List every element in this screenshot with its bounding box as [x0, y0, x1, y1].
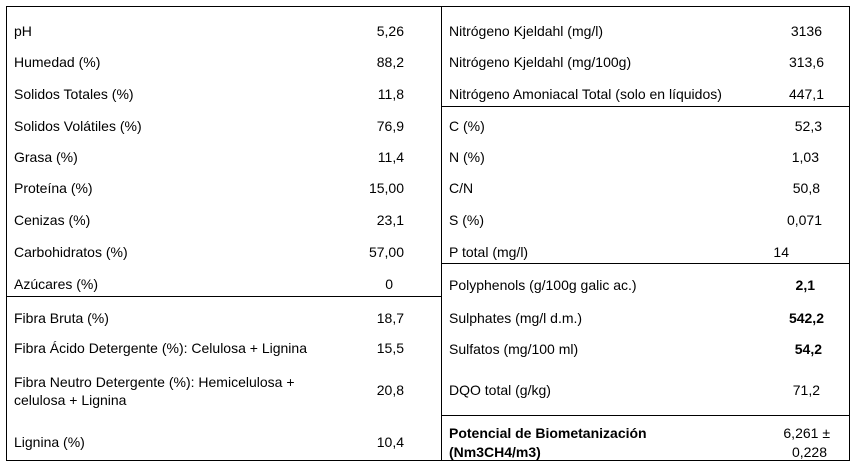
row-value: 1,03: [791, 149, 819, 165]
row-value: 14: [773, 244, 789, 260]
row-label: Polyphenols (g/100g galic ac.): [449, 277, 637, 293]
row-value-line-2: 0,228: [791, 444, 827, 460]
row-label: Fibra Bruta (%): [14, 310, 109, 326]
table-row: [0, 425, 830, 461]
row-value: 10,4: [376, 434, 404, 450]
row-value: 447,1: [788, 86, 824, 102]
row-value: 20,8: [376, 382, 404, 398]
row-value-line-1: 6,261 ±: [783, 425, 830, 441]
row-label: Grasa (%): [14, 149, 78, 165]
row-label: Solidos Totales (%): [14, 86, 134, 102]
row-label: Proteína (%): [14, 180, 93, 196]
row-value: 23,1: [376, 212, 404, 228]
row-value: 2,1: [795, 277, 815, 293]
row-value: 18,7: [376, 310, 404, 326]
row-label: Lignina (%): [14, 434, 85, 450]
row-label: Nitrógeno Kjeldahl (mg/l): [449, 23, 604, 39]
row-label: Sulfatos (mg/100 ml): [449, 341, 579, 357]
row-label: P total (mg/l): [449, 244, 529, 260]
row-value: 0,071: [786, 212, 822, 228]
row-value: 88,2: [376, 54, 404, 70]
row-value: 0: [385, 276, 393, 292]
row-label: Azúcares (%): [14, 276, 99, 292]
row-label: Nitrógeno Amoniacal Total (solo en líquidos): [449, 86, 722, 102]
row-label: Sulphates (mg/l d.m.): [449, 310, 583, 326]
row-value: 15,00: [368, 180, 404, 196]
right-section-divider-1: [441, 106, 850, 107]
row-label-line-2: (Nm3CH4/m3): [449, 444, 541, 460]
row-value: 50,8: [792, 180, 820, 196]
row-value: 57,00: [368, 244, 404, 260]
row-value: 54,2: [794, 341, 822, 357]
row-label: Cenizas (%): [14, 212, 91, 228]
row-label: C/N: [449, 180, 474, 196]
table-border-top: [6, 6, 850, 7]
row-label-line-1: Fibra Neutro Detergente (%): Hemicelulosa +: [14, 374, 295, 390]
column-divider: [441, 6, 442, 461]
row-value: 542,2: [788, 310, 824, 326]
row-label: C (%): [449, 118, 485, 134]
row-label: S (%): [449, 212, 484, 228]
row-value: 11,4: [377, 149, 404, 165]
row-value: 15,5: [376, 340, 404, 356]
row-value: 11,8: [377, 86, 404, 102]
table-row: [0, 374, 404, 410]
row-label: pH: [14, 23, 32, 39]
right-section-divider-3: [441, 415, 850, 416]
left-section-divider: [6, 296, 442, 297]
row-label-line-1: Potencial de Biometanización: [449, 425, 647, 441]
row-label-line-2: celulosa + Lignina: [14, 392, 127, 408]
row-label: Humedad (%): [14, 54, 101, 70]
row-label: Nitrógeno Kjeldahl (mg/100g): [449, 54, 632, 70]
table-border-right: [849, 6, 850, 461]
row-value: 3136: [790, 23, 822, 39]
right-section-divider-2: [441, 263, 850, 264]
row-value: 313,6: [788, 54, 824, 70]
row-label: DQO total (g/kg): [449, 382, 551, 398]
row-value: 52,3: [794, 118, 822, 134]
row-value: 71,2: [792, 382, 820, 398]
row-label: N (%): [449, 149, 485, 165]
row-label: Solidos Volátiles (%): [14, 118, 142, 134]
row-value: 5,26: [376, 23, 404, 39]
row-value: 76,9: [376, 118, 404, 134]
row-label: Carbohidratos (%): [14, 244, 128, 260]
row-label: Fibra Ácido Detergente (%): Celulosa + Lignina: [14, 340, 307, 356]
